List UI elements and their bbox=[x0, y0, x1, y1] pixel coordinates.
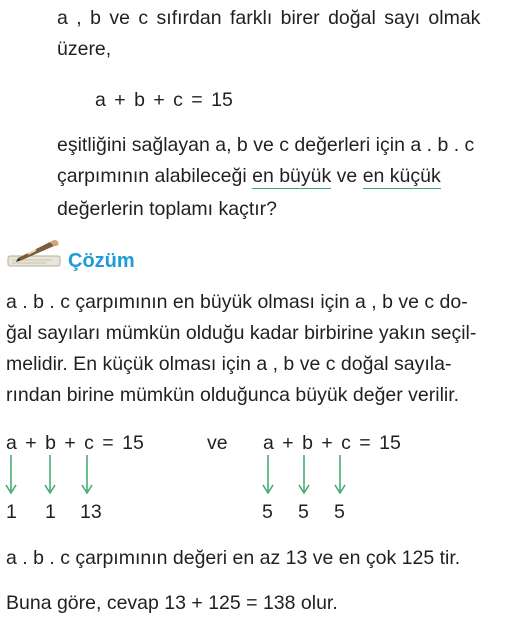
arrow-down-icon bbox=[80, 455, 94, 495]
right-value-c: 5 bbox=[334, 501, 345, 523]
final-answer-line: Buna göre, cevap 13 + 125 = 138 olur. bbox=[6, 592, 338, 614]
problem-line-5: değerlerin toplamı kaçtır? bbox=[57, 198, 278, 220]
arrow-down-icon bbox=[297, 455, 311, 495]
left-value-b: 1 bbox=[45, 501, 56, 523]
left-value-a: 1 bbox=[6, 501, 17, 523]
solution-line-2: ğal sayıları mümkün olduğu kadar birbirine yakın seçil- bbox=[6, 322, 477, 344]
problem-line-4 bbox=[57, 164, 441, 188]
pen-writing-icon bbox=[6, 236, 62, 270]
problem-line-1: a , b ve c sıfırdan farklı birer doğal sayı olmak bbox=[57, 7, 481, 29]
solution-line-4: rından birine mümkün olduğunca büyük değer verilir. bbox=[6, 384, 460, 406]
arrow-down-icon bbox=[333, 455, 347, 495]
underlined-en-kucuk: en küçük bbox=[362, 165, 441, 187]
left-value-c: 13 bbox=[80, 501, 102, 523]
right-value-a: 5 bbox=[262, 501, 273, 523]
arrow-down-icon bbox=[43, 455, 57, 495]
solution-heading: Çözüm bbox=[68, 250, 135, 272]
ve-label: ve bbox=[207, 432, 228, 454]
solution-line-1: a . b . c çarpımının en büyük olması için a , b ve c do- bbox=[6, 291, 468, 313]
right-equation: a + b + c = 15 bbox=[263, 432, 401, 454]
problem-line-3: eşitliğini sağlayan a, b ve c değerleri için a . b . c bbox=[57, 134, 475, 156]
result-line: a . b . c çarpımının değeri en az 13 ve en çok 125 tir. bbox=[6, 547, 461, 569]
solution-line-3: melidir. En küçük olması için a , b ve c doğal sayıla- bbox=[6, 353, 452, 375]
problem-line-4-pre: çarpımının alabileceği bbox=[57, 165, 253, 187]
arrow-down-icon bbox=[4, 455, 18, 495]
problem-line-2: üzere, bbox=[57, 38, 112, 60]
right-value-b: 5 bbox=[298, 501, 309, 523]
problem-line-4-mid: ve bbox=[331, 165, 363, 187]
underlined-en-buyuk: en büyük bbox=[252, 165, 332, 187]
problem-equation: a + b + c = 15 bbox=[95, 89, 233, 111]
left-equation: a + b + c = 15 bbox=[6, 432, 144, 454]
arrow-down-icon bbox=[261, 455, 275, 495]
